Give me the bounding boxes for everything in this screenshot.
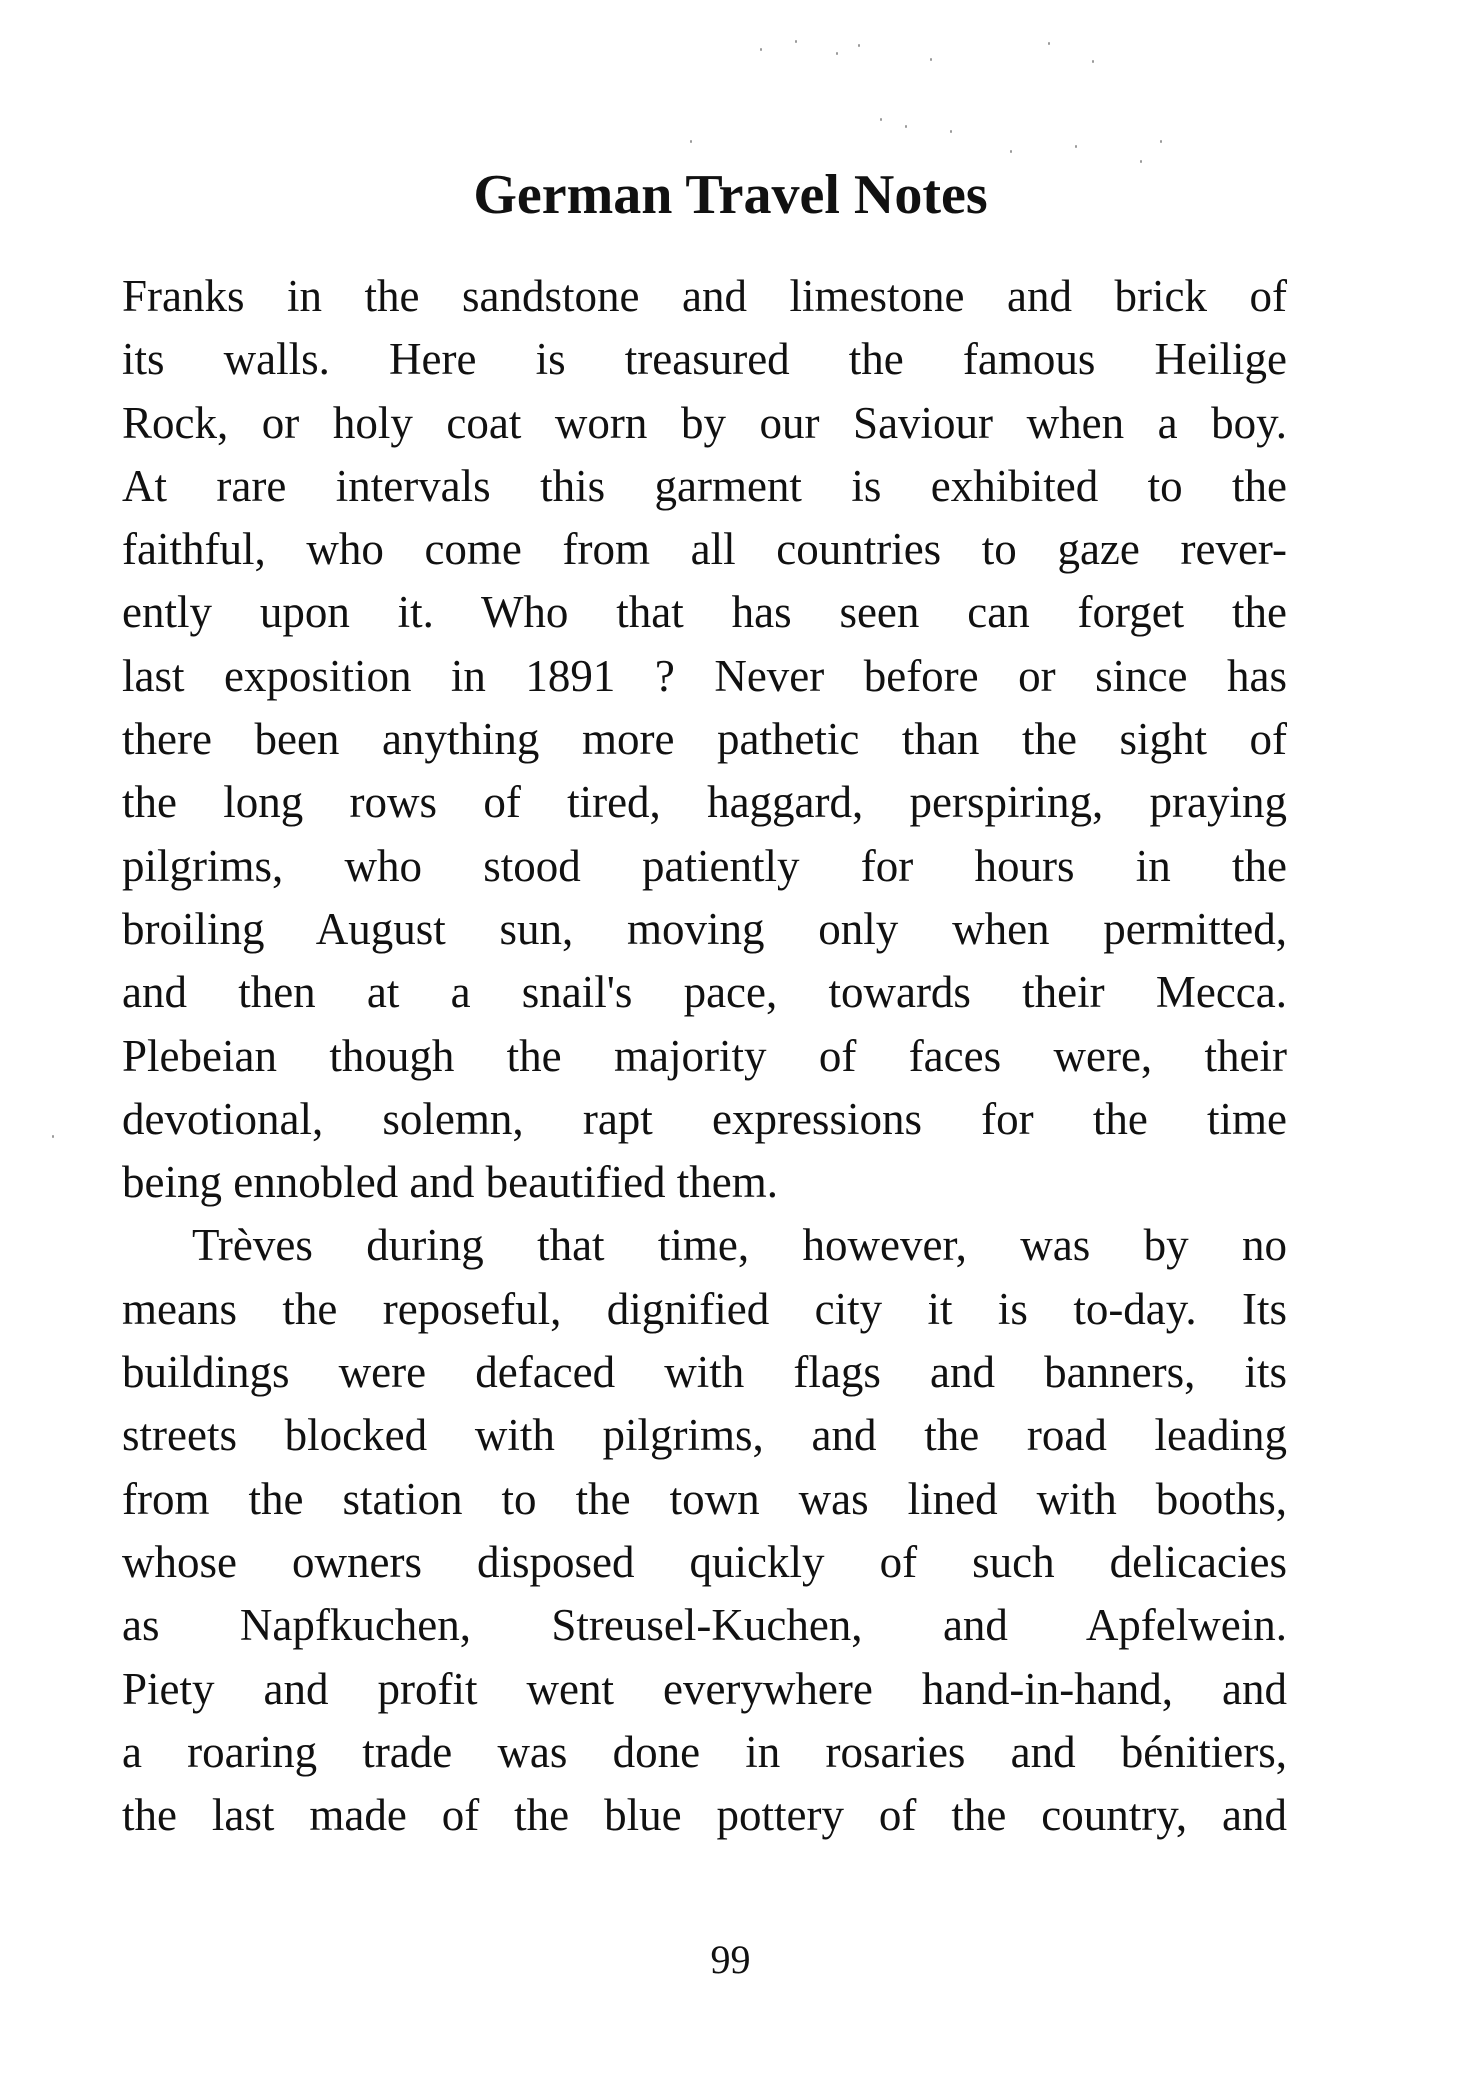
- text-line: its walls. Here is treasured the famous Heilige: [122, 334, 1287, 385]
- text-line: pilgrims, who stood patiently for hours in the: [122, 840, 1287, 891]
- print-speck: [905, 125, 907, 128]
- text-line: Plebeian though the majority of faces were, their: [122, 1030, 1287, 1081]
- print-speck: [52, 1135, 54, 1138]
- text-line: ently upon it. Who that has seen can forget the: [122, 587, 1287, 638]
- print-speck: [1048, 42, 1050, 45]
- text-line: the last made of the blue pottery of the country, and: [122, 1790, 1287, 1841]
- print-speck: [1140, 160, 1142, 163]
- paragraph-2: [122, 1214, 1287, 1847]
- text-line: Rock, or holy coat worn by our Saviour when a boy.: [122, 397, 1287, 448]
- print-speck: [690, 140, 692, 143]
- print-speck: [950, 130, 952, 133]
- text-line: and then at a snail's pace, towards their Mecca.: [122, 967, 1287, 1018]
- text-line: Franks in the sandstone and limestone and brick of: [122, 271, 1287, 321]
- print-speck: [1160, 140, 1162, 143]
- text-line: Trèves during that time, however, was by no: [192, 1220, 1287, 1271]
- print-speck: [760, 48, 762, 51]
- text-line: there been anything more pathetic than the sight of: [122, 714, 1287, 765]
- text-line: streets blocked with pilgrims, and the road leading: [122, 1410, 1287, 1461]
- paragraph-1: [122, 265, 1287, 1214]
- page-number: 99: [710, 1937, 751, 1982]
- text-line: as Napfkuchen, Streusel-Kuchen, and Apfelwein.: [122, 1600, 1287, 1651]
- print-speck: [930, 58, 932, 61]
- print-speck: [1010, 150, 1012, 153]
- text-line: whose owners disposed quickly of such delicacies: [122, 1536, 1287, 1587]
- text-line: the long rows of tired, haggard, perspiring, praying: [122, 777, 1287, 828]
- text-line: buildings were defaced with flags and banners, its: [122, 1347, 1287, 1398]
- text-line: At rare intervals this garment is exhibited to the: [122, 460, 1287, 511]
- body-text: [122, 265, 1287, 1847]
- text-line: a roaring trade was done in rosaries and bénitiers,: [122, 1726, 1287, 1777]
- text-line: broiling August sun, moving only when permitted,: [122, 903, 1287, 954]
- text-line: devotional, solemn, rapt expressions for the time: [122, 1093, 1287, 1144]
- print-speck: [836, 52, 838, 55]
- print-speck: [795, 40, 797, 43]
- text-line: faithful, who come from all countries to gaze rever-: [122, 524, 1287, 575]
- text-line: means the reposeful, dignified city it is to-day. Its: [122, 1283, 1287, 1334]
- print-speck: [1092, 60, 1094, 63]
- print-speck: [1075, 145, 1077, 148]
- text-line: from the station to the town was lined with booths,: [122, 1473, 1287, 1524]
- print-speck: [880, 118, 882, 121]
- text-line: Piety and profit went everywhere hand-in-hand, and: [122, 1663, 1287, 1714]
- print-speck: [858, 44, 860, 47]
- text-line: last exposition in 1891 ? Never before or since has: [122, 650, 1287, 701]
- text-line: being ennobled and beautified them.: [122, 1157, 779, 1208]
- running-header: German Travel Notes: [473, 164, 988, 226]
